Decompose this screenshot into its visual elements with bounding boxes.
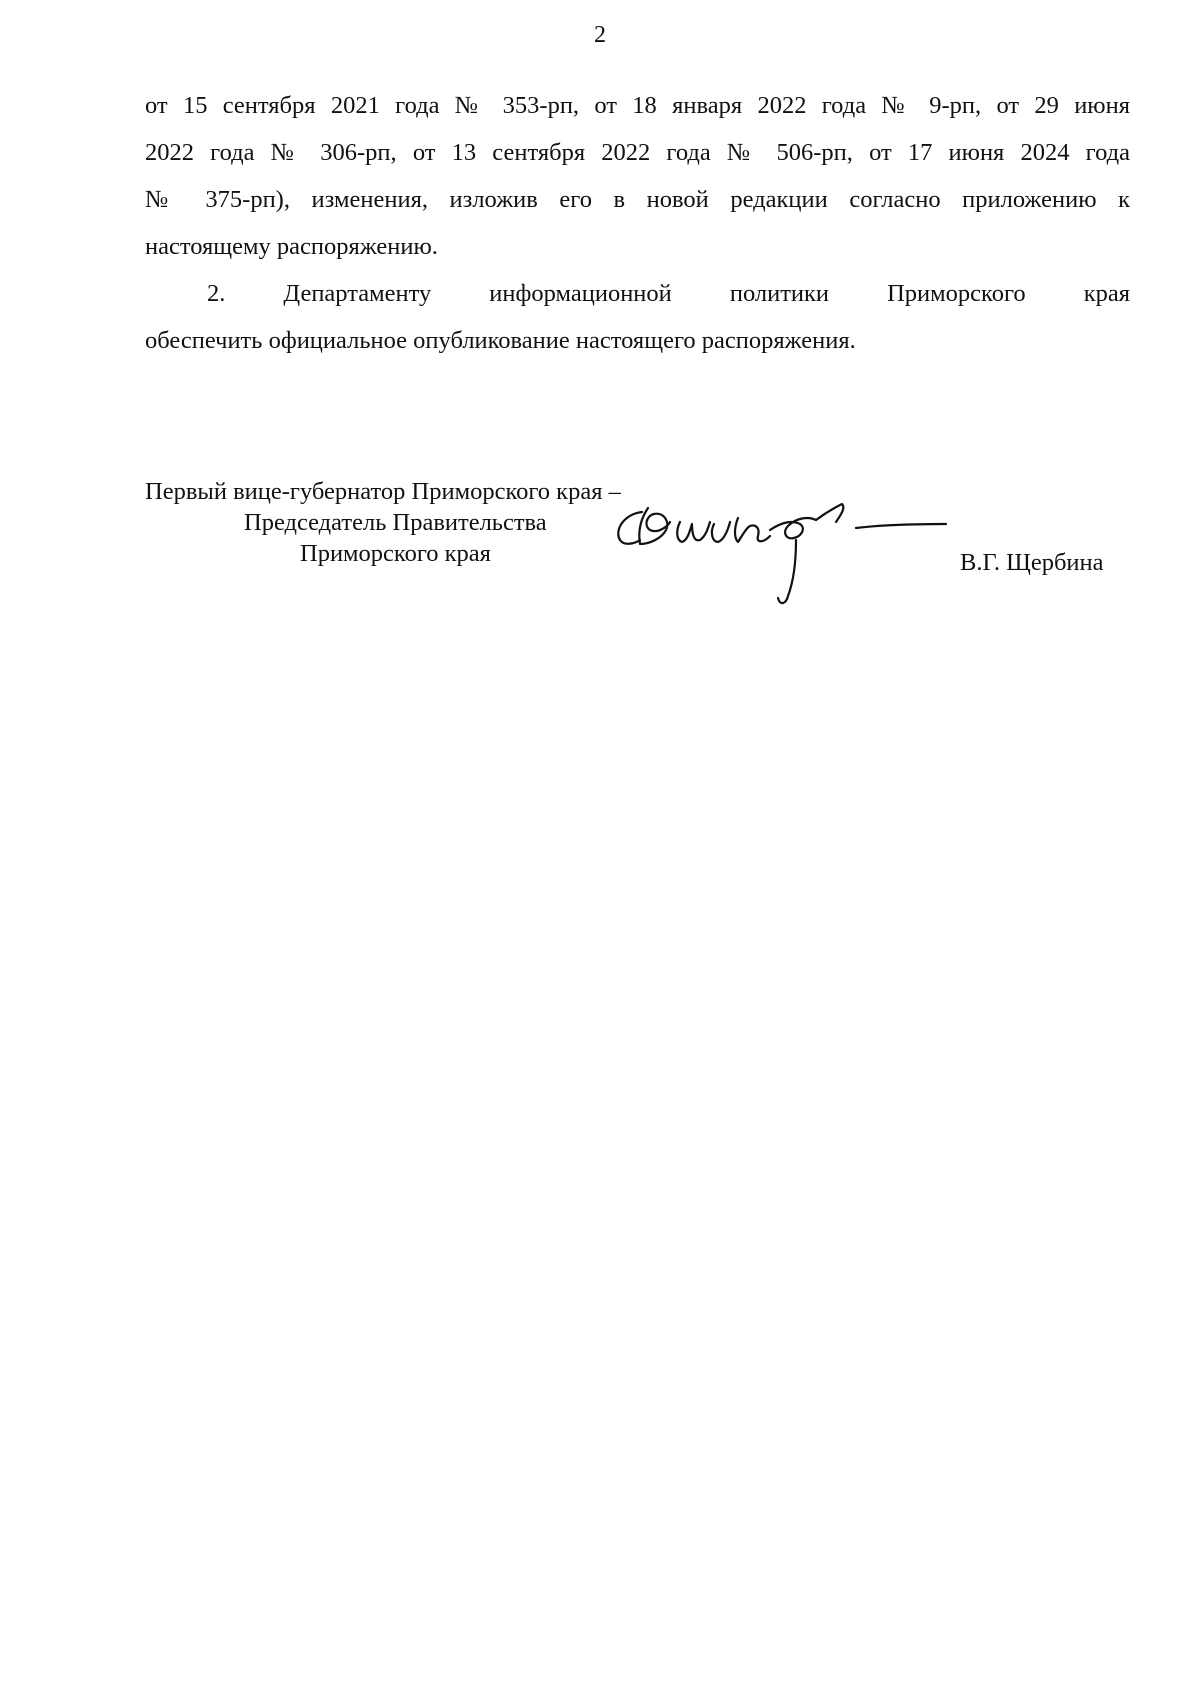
paragraph-publication [145,270,1130,364]
signatory-title-line: Первый вице-губернатор Приморского края – [145,478,621,505]
paragraph-line: обеспечить официальное опубликование настоящего распоряжения. [145,327,856,354]
handwritten-signature [610,500,950,620]
page-number: 2 [594,22,606,48]
document-body [145,82,1130,364]
paragraph-line: от 15 сентября 2021 года № 353-рп, от 18 января 2022 года № 9-рп, от 29 июня [145,92,1130,119]
paragraph-line: 2022 года № 306-рп, от 13 сентября 2022 года № 506-рп, от 17 июня 2024 года [145,139,1130,166]
signatory-title-line: Приморского края [300,540,491,567]
paragraph-line: № 375-рп), изменения, изложив его в новой редакции согласно приложению к [145,186,1130,213]
signatory-title [145,476,621,569]
signatory-title-line: Председатель Правительства [244,509,547,536]
paragraph-line: 2. Департаменту информационной политики Приморского края [207,280,1130,307]
signatory-name: В.Г. Щербина [960,549,1104,576]
paragraph-line: настоящему распоряжению. [145,233,438,260]
paragraph-amendments [145,82,1130,270]
